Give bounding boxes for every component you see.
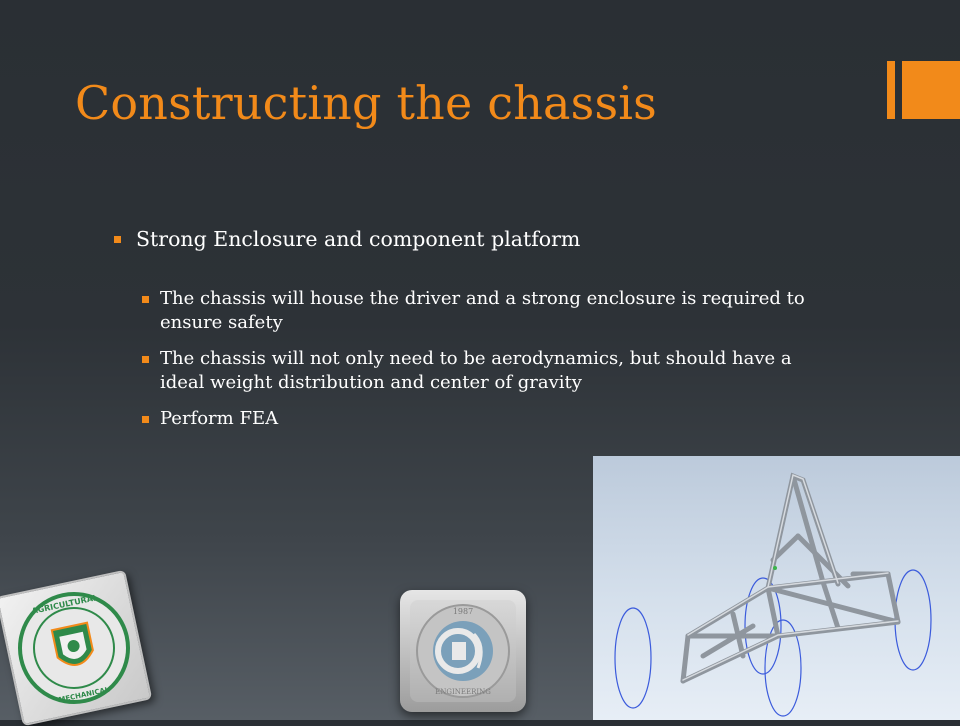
sub-bullet-item: [138, 347, 820, 395]
square-bullet-icon: [142, 416, 149, 423]
sub-bullet-item: [138, 407, 820, 431]
accent-bar-thin: [887, 61, 895, 119]
bullet-list: [110, 226, 830, 431]
sub-bullet-text: Perform FEA: [160, 408, 279, 429]
svg-text:1987: 1987: [452, 607, 474, 616]
bullet-item: [110, 226, 830, 253]
svg-text:AGRICULTURAL: AGRICULTURAL: [30, 593, 99, 616]
college-of-engineering-logo: [400, 590, 526, 712]
famu-seal-logo: [0, 570, 152, 726]
square-bullet-icon: [142, 296, 149, 303]
svg-text:MECHANICAL: MECHANICAL: [57, 685, 111, 705]
sub-bullet-text: The chassis will not only need to be aerodynamics, but should have a ideal weight distribution and center of gravity: [160, 348, 792, 393]
square-bullet-icon: [142, 356, 149, 363]
bullet-text: Strong Enclosure and component platform: [136, 227, 581, 251]
slide-title: Constructing the chassis: [75, 76, 657, 130]
sub-bullet-text: The chassis will house the driver and a strong enclosure is required to ensure safety: [160, 288, 805, 333]
chassis-cad-image: [593, 456, 960, 720]
svg-text:ENGINEERING: ENGINEERING: [435, 688, 491, 696]
accent-bar-thick: [902, 61, 960, 119]
square-bullet-icon: [114, 236, 121, 243]
sub-bullet-item: [138, 287, 820, 335]
